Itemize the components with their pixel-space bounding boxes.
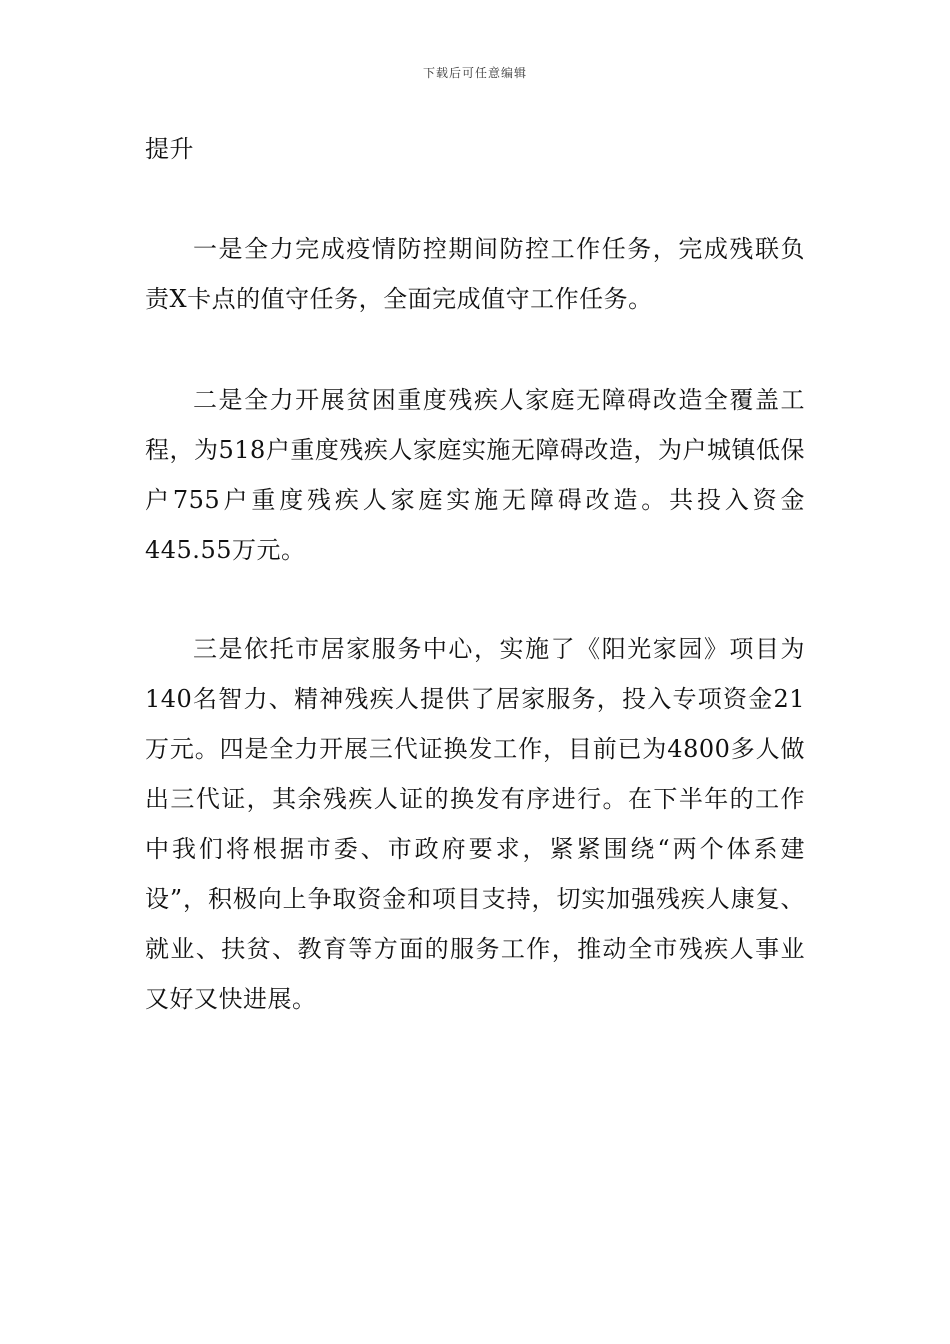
heading-fragment	[145, 124, 805, 174]
paragraph-3	[145, 624, 805, 1024]
paragraph-text: 三是依托市居家服务中心，实施了《阳光家园》项目为140名智力、精神残疾人提供了居家服务，投入专项资金21万元。四是全力开展三代证换发工作，目前已为4800多人做出三代证，其余残疾人证的换发有序进行。在下半年的工作中我们将根据市委、市政府要求，紧紧围绕“两个体系建设”，积极向上争取资金和项目支持，切实加强残疾人康复、就业、扶贫、教育等方面的服务工作，推动全市残疾人事业又好又快进展。	[145, 635, 805, 1013]
paragraph-2	[145, 375, 805, 575]
paragraph-text: 二是全力开展贫困重度残疾人家庭无障碍改造全覆盖工程，为518户重度残疾人家庭实施无障碍改造，为户城镇低保户755户重度残疾人家庭实施无障碍改造。共投入资金445.55万元。	[145, 386, 805, 564]
heading-text: 提升	[145, 135, 194, 163]
paragraph-1	[145, 224, 805, 324]
paragraph-text: 一是全力完成疫情防控期间防控工作任务，完成残联负责X卡点的值守任务，全面完成值守工作任务。	[145, 235, 805, 313]
page-header: 下载后可任意编辑	[422, 66, 527, 80]
